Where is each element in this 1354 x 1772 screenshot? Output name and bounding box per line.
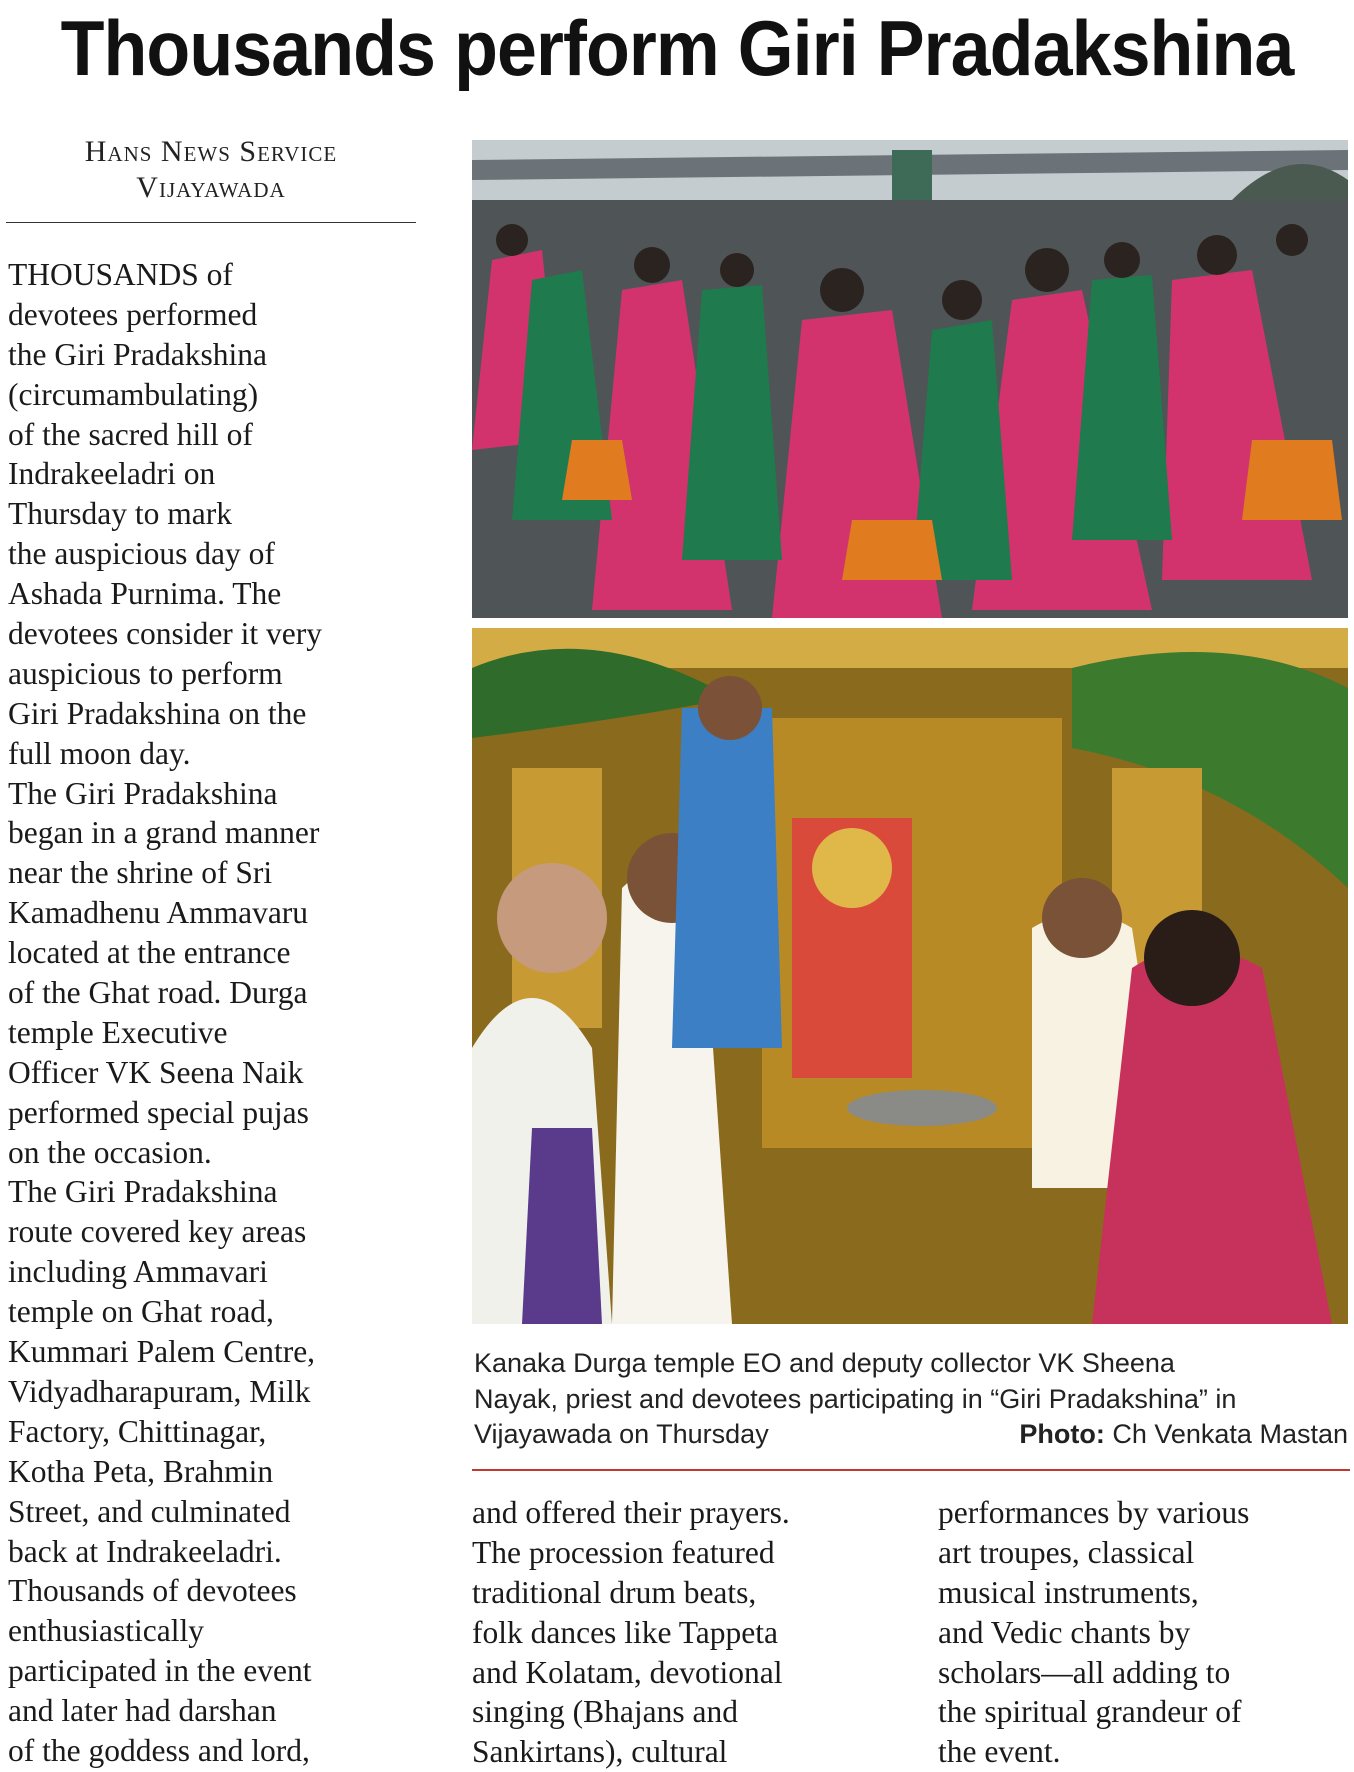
byline-place: Vijayawada	[136, 171, 286, 204]
article-text-line: Indrakeeladri on	[8, 456, 216, 492]
photo-caption	[474, 1346, 1350, 1453]
article-text-line: art troupes, classical	[938, 1534, 1195, 1570]
article-text-line: Street, and culminated	[8, 1493, 291, 1529]
article-text-line: temple on Ghat road,	[8, 1294, 274, 1330]
article-text-line: THOUSANDS of	[8, 257, 233, 292]
article-column-2	[472, 1493, 892, 1772]
article-text-line: Sankirtans), cultural	[472, 1734, 728, 1770]
article-text-line: Factory, Chittinagar,	[8, 1413, 267, 1449]
caption-divider	[472, 1469, 1350, 1471]
article-text-line: and Vedic chants by	[938, 1614, 1191, 1650]
article-text-line: the spiritual grandeur of	[938, 1694, 1242, 1730]
article-text-line: Thursday to mark	[8, 496, 232, 532]
article-text-line: (circumambulating)	[8, 376, 259, 412]
photo-credit	[1019, 1417, 1348, 1453]
article-text-line: back at Indrakeeladri.	[8, 1533, 282, 1569]
article-text-line: musical instruments,	[938, 1574, 1199, 1610]
article-text-line: enthusiastically	[8, 1613, 204, 1649]
photo-credit-label: Photo:	[1019, 1419, 1105, 1449]
article-column-3	[938, 1493, 1348, 1772]
byline-service: Hans News Service	[84, 135, 338, 168]
article-text-line: Vidyadharapuram, Milk	[8, 1373, 311, 1409]
photo-credit-name: Ch Venkata Mastan	[1104, 1419, 1348, 1449]
byline-divider	[6, 222, 416, 223]
article-text-line: folk dances like Tappeta	[472, 1614, 778, 1650]
article-text-line: scholars—all adding to	[938, 1654, 1231, 1690]
article-text-line: Giri Pradakshina on the	[8, 695, 307, 731]
article-text-line: of the sacred hill of	[8, 416, 253, 452]
article-text-line: of the goddess and lord,	[8, 1732, 310, 1768]
article-text-line: and Kolatam, devotional	[472, 1654, 783, 1690]
article-text-line: located at the entrance	[8, 935, 291, 971]
article-text-line: traditional drum beats,	[472, 1574, 757, 1610]
article-text-line: singing (Bhajans and	[472, 1694, 738, 1730]
temple-puja-photo	[472, 628, 1348, 1324]
article-text-line: Ashada Purnima. The	[8, 576, 282, 612]
article-text-line: Thousands of devotees	[8, 1573, 297, 1609]
article-text-line: Officer VK Seena Naik	[8, 1054, 304, 1090]
article-text-line: devotees consider it very	[8, 616, 323, 652]
article-text-line: The Giri Pradakshina	[8, 1174, 278, 1210]
article-text-line: temple Executive	[8, 1014, 228, 1050]
caption-line: Vijayawada on Thursday	[474, 1419, 769, 1449]
article-text-line: Kummari Palem Centre,	[8, 1334, 316, 1370]
caption-line: Kanaka Durga temple EO and deputy collector VK Sheena	[474, 1348, 1175, 1378]
article-column-1	[8, 255, 418, 1771]
article-text-line: Kamadhenu Ammavaru	[8, 895, 309, 931]
article-text-line: began in a grand manner	[8, 815, 320, 851]
caption-line: Nayak, priest and devotees participating in “Giri Pradakshina” in	[474, 1383, 1237, 1414]
article-text-line: Kotha Peta, Brahmin	[8, 1453, 274, 1489]
article-text-line: the event.	[938, 1734, 1061, 1770]
article-text-line: performed special pujas	[8, 1094, 309, 1130]
article-text-line: and later had darshan	[8, 1693, 277, 1729]
article-text-line: participated in the event	[8, 1653, 312, 1689]
article-text-line: The procession featured	[472, 1534, 775, 1570]
article-text-line: the auspicious day of	[8, 536, 275, 572]
headline: Thousands perform Giri Pradakshina	[60, 4, 1294, 92]
byline	[6, 134, 416, 206]
article-text-line: full moon day.	[8, 735, 191, 771]
article-text-line: near the shrine of Sri	[8, 855, 273, 891]
article-text-line: The Giri Pradakshina	[8, 775, 278, 811]
procession-photo	[472, 140, 1348, 618]
procession-illustration	[472, 140, 1348, 618]
article-text-line: the Giri Pradakshina	[8, 336, 267, 372]
article-text-line: performances by various	[938, 1495, 1250, 1530]
article-text-line: on the occasion.	[8, 1134, 212, 1170]
article-text-line: devotees performed	[8, 296, 258, 332]
article-text-line: auspicious to perform	[8, 655, 283, 691]
article-text-line: of the Ghat road. Durga	[8, 975, 308, 1011]
temple-puja-illustration	[472, 628, 1348, 1324]
article-text-line: including Ammavari	[8, 1254, 268, 1290]
article-text-line: and offered their prayers.	[472, 1495, 790, 1530]
article-text-line: route covered key areas	[8, 1214, 307, 1250]
